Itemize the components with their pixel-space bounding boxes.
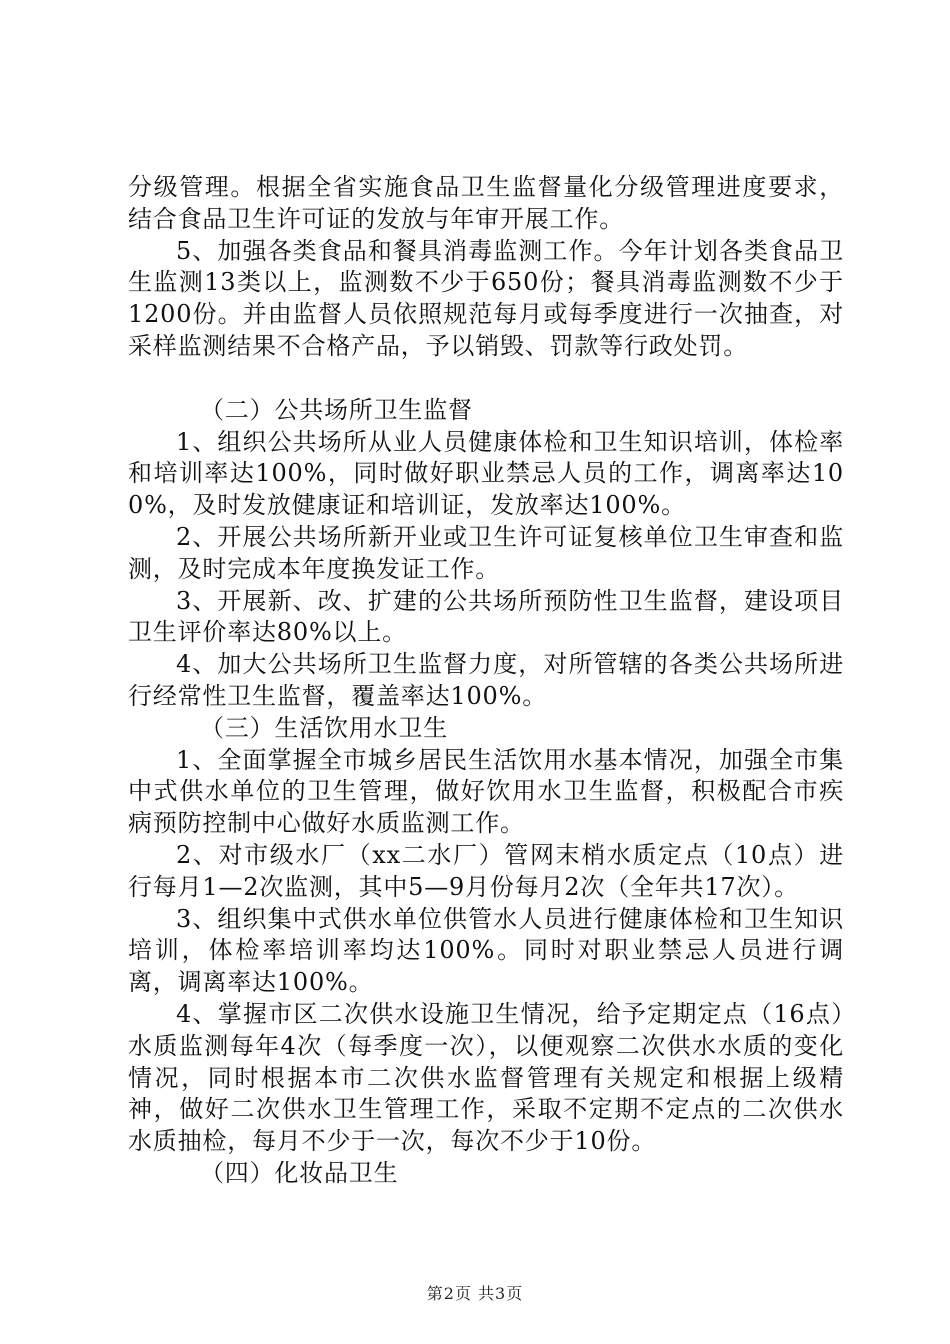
paragraph-public-item-1: 1、组织公共场所从业人员健康体检和卫生知识培训，体检率和培训率达100%，同时做好职业禁忌人员的工作，调离率达100%，及时发放健康证和培训证，发放率达100%。 (128, 427, 844, 520)
paragraph-public-item-4: 4、加大公共场所卫生监督力度，对所管辖的各类公共场所进行经常性卫生监督，覆盖率达100%。 (128, 650, 844, 710)
section-heading-drinking-water: （三）生活饮用水卫生 (200, 713, 448, 742)
paragraph-continuation: 分级管理。根据全省实施食品卫生监督量化分级管理进度要求，结合食品卫生许可证的发放与年审开展工作。 (128, 173, 844, 233)
paragraph-water-item-4: 4、掌握市区二次供水设施卫生情况，给予定期定点（16点）水质监测每年4次（每季度一次），以便观察二次供水水质的变化情况，同时根据本市二次供水监督管理有关规定和根据上级精神，做好二次供水卫生管理工作，采取不定期不定点的二次供水水质抽检，每月不少于一次，每次不少于10份。 (128, 999, 844, 1156)
paragraph-public-item-3: 3、开展新、改、扩建的公共场所预防性卫生监督，建设项目卫生评价率达80%以上。 (128, 586, 844, 647)
paragraph-item-5-food-monitoring: 5、加强各类食品和餐具消毒监测工作。今年计划各类食品卫生监测13类以上，监测数不少于650份；餐具消毒监测数不少于1200份。并由监督人员依照规范每月或每季度进行一次抽查，对采样监测结果不合格产品，予以销毁、罚款等行政处罚。 (128, 236, 844, 360)
section-heading-public-places: （二）公共场所卫生监督 (200, 395, 473, 424)
page-number-footer: 第2页 共3页 (426, 1284, 524, 1303)
document-body (128, 172, 844, 1190)
section-heading-cosmetics: （四）化妆品卫生 (200, 1158, 399, 1187)
paragraph-water-item-1: 1、全面掌握全市城乡居民生活饮用水基本情况，加强全市集中式供水单位的卫生管理，做好饮用水卫生监督，积极配合市疾病预防控制中心做好水质监测工作。 (128, 745, 844, 838)
paragraph-water-item-2: 2、对市级水厂（xx二水厂）管网末梢水质定点（10点）进行每月1—2次监测，其中5—9月份每月2次（全年共17次）。 (128, 840, 844, 901)
paragraph-water-item-3: 3、组织集中式供水单位供管水人员进行健康体检和卫生知识培训，体检率培训率均达100%。同时对职业禁忌人员进行调离，调离率达100%。 (128, 904, 844, 997)
paragraph-public-item-2: 2、开展公共场所新开业或卫生许可证复核单位卫生审查和监测，及时完成本年度换发证工作。 (128, 522, 844, 583)
